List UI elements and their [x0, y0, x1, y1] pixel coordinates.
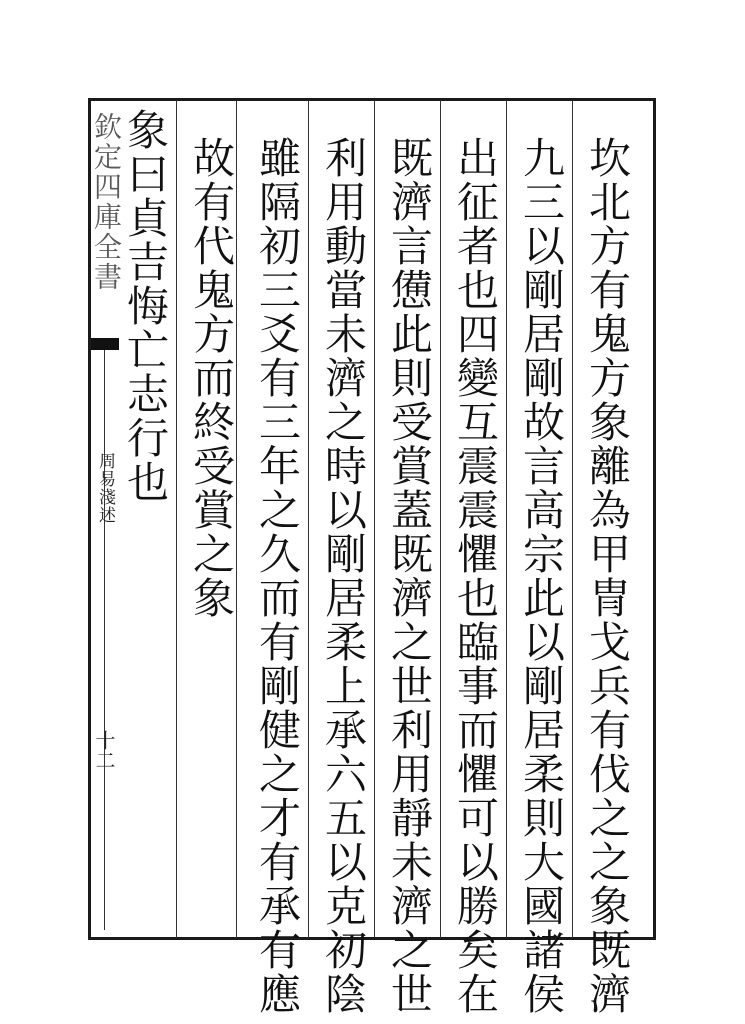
text-column-5: 利用動當未濟之時以剛居柔上承六五以克初陰 — [319, 136, 368, 1016]
text-column-6: 雖隔初三爻有三年之久而有剛健之才有承有應 — [253, 136, 302, 1016]
column-rule — [440, 100, 441, 938]
text-column-2: 九三以剛居剛故言高宗此以剛居柔則大國諸侯 — [517, 136, 566, 1016]
gutter-chapter-title: 周易淺述 — [95, 452, 115, 524]
gutter-book-title: 欽定四庫全書 — [90, 112, 123, 292]
column-rule — [308, 100, 309, 938]
fishtail-mark — [91, 338, 119, 350]
column-rule — [374, 100, 375, 938]
text-column-3: 出征者也四變互震震懼也臨事而懼可以勝矣在 — [451, 136, 500, 1016]
column-rule — [506, 100, 507, 938]
text-column-8: 象曰貞吉悔亡志行也 — [121, 108, 170, 504]
column-rule — [176, 100, 177, 938]
text-column-4: 既濟言憊此則受賞蓋既濟之世利用靜未濟之世 — [385, 136, 434, 1016]
gutter-rule — [104, 350, 105, 930]
text-column-7: 故有代鬼方而終受賞之象 — [187, 136, 236, 620]
text-column-1: 坎北方有鬼方象離為甲冑戈兵有伐之之象既濟 — [583, 136, 632, 1016]
page-border — [88, 98, 656, 940]
column-rule — [236, 100, 237, 938]
gutter-page-number: 十二 — [92, 730, 116, 770]
column-rule — [572, 100, 573, 938]
